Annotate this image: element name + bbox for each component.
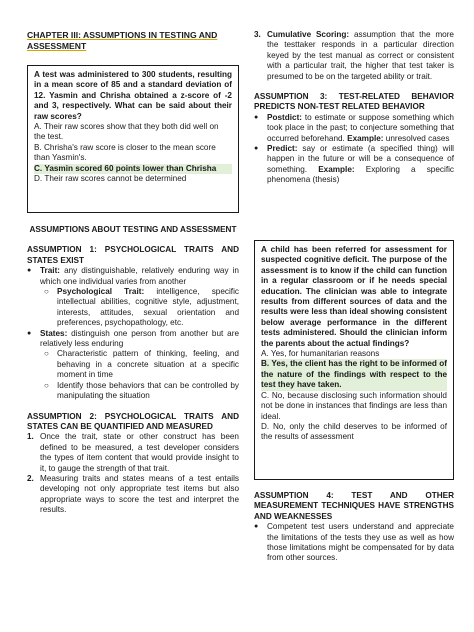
trait-term: Trait: — [40, 266, 61, 276]
predict-item — [254, 144, 454, 186]
assumption-4-item: ● Competent test users understand and appreciate the limitations of the tests they use as well as how those limitations might be compensated for by data from other sources. — [254, 522, 454, 564]
item-2-number: 2. — [27, 473, 34, 483]
psychological-trait-definition: intelligence, specific intellectual abilities, cognitive style, adjustment, interests, attitudes, sexual orientation and preferences, psychopathology, etc. — [57, 287, 239, 328]
predict-term: Predict: — [267, 144, 298, 154]
question-1-option-d: D. Their raw scores cannot be determined — [34, 174, 187, 184]
assumption-2-item-1 — [27, 432, 239, 474]
question-1-option-a: A. Their raw scores show that they both did well on the test. — [34, 122, 219, 142]
predict-example: Exploring a specific phenomena (thesis) — [267, 164, 455, 185]
assumption-1-states — [27, 329, 239, 350]
trait-definition: any distinguishable, relatively enduring way in which one individual varies from another — [40, 266, 239, 286]
assumption-4-heading: ASSUMPTION 4: TEST AND OTHER MEASUREMENT TECHNIQUES HAVE STRENGTHS AND WEAKNESSES — [254, 491, 454, 521]
psychological-trait-term: Psychological Trait: — [57, 287, 145, 297]
assumption-2-item-2 — [27, 474, 239, 516]
chapter-title: CHAPTER III: ASSUMPTIONS IN TESTING AND ASSESSMENT — [27, 30, 218, 51]
question-2-option-d: D. No, only the child deserves to be informed of the results of assessment — [261, 421, 447, 442]
question-2-option-a: A. Yes, for humanitarian reasons — [261, 349, 380, 359]
right-top — [254, 30, 454, 186]
identify-behaviors-item: ○ Identify those behaviors that can be controlled by manipulating the situation — [27, 381, 239, 402]
item-1-number: 1. — [27, 432, 34, 442]
characteristic-pattern-item: ○ Characteristic pattern of thinking, feeling, and behaving in a concrete situation at a specific moment in time — [27, 349, 239, 380]
cumulative-scoring-definition: assumption that the more the testtaker responds in a particular direction keyed by the test manual as correct or consistent with a particular trait, the higher that test taker is presumed to be on the targeted ability or trait. — [267, 30, 454, 81]
question-2-option-c: C. No, because disclosing such information should not be done in instances that findings are less than ideal. — [261, 390, 447, 421]
item-1-text: Once the trait, state or other construct has been defined to be measured, a test developer considers the types of item content that would provide insight to it, to gauge the strength of that trait. — [40, 432, 239, 473]
right-bottom — [254, 491, 454, 564]
psychological-trait-item — [27, 287, 239, 329]
question-1-text: A test was administered to 300 students, resulting in a mean score of 85 and a standard deviation of 12. Yasmin and Chrisha obtained a z-score of -2 and 3, respectively. What can be said about their raw scores? — [34, 70, 232, 121]
assumption-2-heading: ASSUMPTION 2: PSYCHOLOGICAL TRAITS AND STATES CAN BE QUANTIFIED AND MEASURED — [27, 411, 239, 431]
section-heading: ASSUMPTIONS ABOUT TESTING AND ASSESSMENT — [29, 225, 237, 234]
assumption-3-heading: ASSUMPTION 3: TEST-RELATED BEHAVIOR PREDICTS NON-TEST RELATED BEHAVIOR — [254, 92, 454, 112]
item-3-number: 3. — [254, 30, 261, 39]
question-2-text: A child has been referred for assessment for suspected cognitive deficit. The purpose of the assessment is to know if the child can function in a regular classroom or if he needs special education. The clinician was able to integrate results from different sources of data and the results were less than ideal showing consistent below average performance in the different tests administered. Should the clinician inform the parents about the actual findings? — [261, 245, 447, 348]
left-body — [27, 225, 239, 516]
cumulative-scoring-term: Cumulative Scoring: — [267, 30, 350, 39]
postdict-example: unresolved cases — [383, 133, 450, 143]
states-definition: distinguish one person from another but are relatively less enduring — [40, 328, 239, 349]
postdict-term: Postdict: — [267, 112, 303, 122]
cumulative-scoring-item — [254, 30, 454, 82]
states-term: States: — [40, 328, 68, 338]
postdict-item — [254, 113, 454, 144]
item-2-text: Measuring traits and states means of a test entails developing not only appropriate test items but also appropriate ways to score the test and interpret the results. — [40, 473, 239, 515]
question-1-option-c-answer: C. Yasmin scored 60 points lower than Chrisha — [34, 164, 232, 174]
question-box-1 — [27, 65, 239, 213]
assumption-1-heading: ASSUMPTION 1: PSYCHOLOGICAL TRAITS AND STATES EXIST — [27, 245, 239, 265]
predict-example-label: Example: — [318, 164, 355, 174]
assumption-1-trait — [27, 266, 239, 287]
question-box-2 — [254, 240, 454, 480]
question-1-option-b: B. Chrisha's raw score is closer to the mean score than Yasmin's. — [34, 142, 216, 163]
postdict-example-label: Example: — [347, 133, 384, 143]
question-2-option-b-answer: B. Yes, the client has the right to be informed of the nature of the findings with respect to the test they have taken. — [261, 359, 447, 390]
predict-definition: say or estimate (a specified thing) will happen in the future or will be a consequence of something. — [267, 144, 454, 174]
postdict-definition: to estimate or suppose something which took place in the past; to conjecture something that occurred beforehand. — [267, 112, 454, 143]
